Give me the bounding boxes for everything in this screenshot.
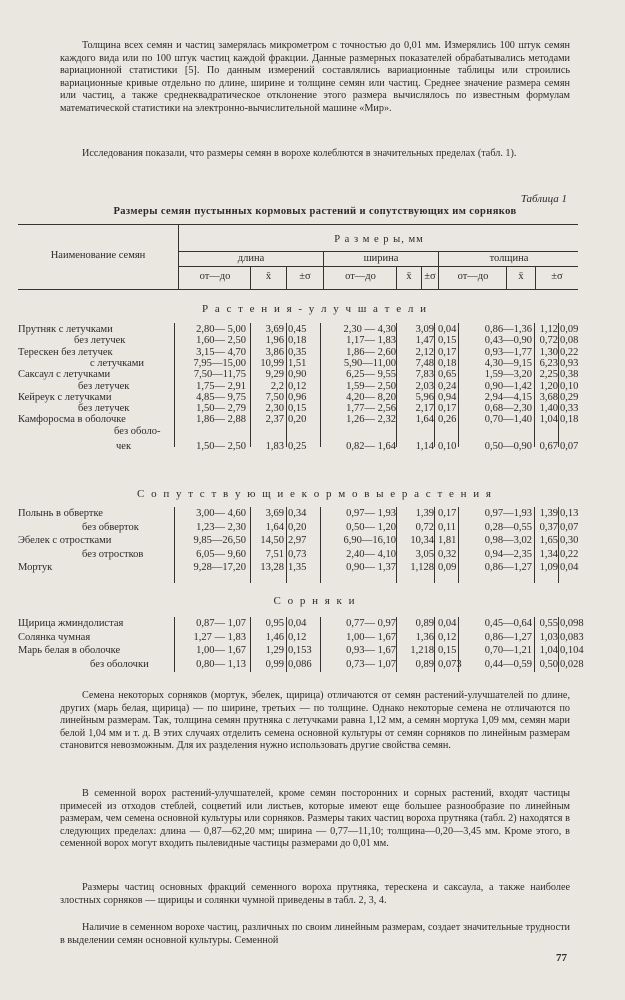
row-name: без оболо-	[114, 425, 161, 437]
cell-t: 0,68—2,30	[484, 403, 532, 415]
cell-t: 4,30—9,15	[484, 357, 532, 369]
cell-le: 0,90	[288, 369, 307, 381]
cell-we: 0,32	[438, 548, 457, 560]
row-name: Кейреук с летучками	[18, 391, 112, 403]
cell-w: 6,90—16,10	[343, 535, 396, 547]
cell-wx: 10,34	[410, 535, 434, 547]
table-row	[18, 507, 578, 520]
cell-we: 1,81	[438, 535, 457, 547]
cell-wx: 1,218	[410, 645, 434, 657]
table-row	[18, 425, 578, 438]
header-bottom-rule	[18, 289, 578, 290]
header-width: ширина	[363, 253, 399, 264]
header-sizes-rule	[178, 251, 578, 252]
cell-lx: 1,96	[265, 335, 284, 347]
body-paragraph-4: В семенной ворох растений-улучшателей, кроме семян посторонних и сорных растений, входят частицы примесей из отходов стеблей, соцветий или листьев, которые имеют еще большее разнообразие по линейным размерам, чем семена основной культуры или сорняков. Размеры таких частиц вороха прутняка (табл. 2) находятся в следующих пределах: длина — 0,87—62,20 мм; ширина — 0,77—11,10; толщина—0,20—3,45 мм. Кроме этого, в семенной ворох могут входить пылевидные частицы размерами до 0,01 мм.	[60, 788, 570, 850]
cell-l: 1,50— 2,79	[196, 403, 246, 415]
cell-lx: 3,69	[265, 508, 284, 519]
cell-le: 0,25	[288, 441, 307, 452]
table-caption: Таблица 1	[520, 193, 567, 205]
cell-t: 0,86—1,27	[484, 631, 532, 643]
cell-te: 0,08	[560, 335, 579, 347]
cell-le: 0,96	[288, 391, 307, 403]
cell-we: 0,65	[438, 369, 457, 381]
row-name: без летучек	[74, 335, 126, 347]
cell-we: 0,17	[438, 346, 457, 358]
cell-le: 0,73	[288, 548, 307, 560]
cell-le: 0,04	[288, 618, 307, 629]
cell-wx: 7,83	[415, 369, 434, 381]
cell-we: 0,073	[438, 659, 462, 671]
cell-we: 0,17	[438, 508, 457, 519]
row-name: Терескен без летучек	[18, 346, 113, 358]
cell-t: 0,44—0,59	[484, 659, 532, 671]
section-title-improvers: Р а с т е н и я - у л у ч ш а т е л и	[201, 303, 428, 315]
cell-l: 3,00— 4,60	[196, 508, 246, 519]
cell-wx: 0,72	[415, 521, 434, 533]
cell-te: 0,028	[560, 659, 584, 671]
row-name: Марь белая в оболочке	[18, 645, 121, 657]
cell-t: 1,59—3,20	[484, 369, 532, 381]
header-length-err: ±σ	[299, 271, 311, 282]
row-name: Солянка чумная	[18, 631, 91, 643]
cell-wx: 2,12	[415, 346, 434, 358]
cell-l: 7,95—15,00	[193, 357, 246, 369]
body-paragraph-3: Семена некоторых сорняков (мортук, эбелек, щирица) отличаются от семян растений-улучшателей по длине, других (марь белая, щирица) — по ширине, третьих — по толщине. Однако некоторые семена не отличаются по линейным размерам. Так, толщина семян прутняка с летучками равна 1,12 мм, а семян мортука 1,09 мм, семян мари белой 1,04 мм и т. д. В этих случаях отделить семена основной культуры от семян сорняков по линейным размерам становится невозможным. Для их разделения нужно использовать другие свойства семян.	[60, 690, 570, 752]
table-row	[18, 631, 584, 644]
table-title: Размеры семян пустынных кормовых растений и сопутствующих им сорняков	[113, 206, 517, 217]
cell-te: 0,07	[560, 441, 579, 452]
cell-t: 0,50—0,90	[484, 441, 532, 452]
cell-lx: 0,95	[265, 618, 284, 629]
cell-we: 0,12	[438, 631, 457, 643]
cell-le: 0,35	[288, 346, 307, 358]
cell-tx: 2,25	[539, 369, 558, 381]
cell-t: 0,98—3,02	[484, 535, 532, 547]
cell-tx: 1,34	[539, 548, 558, 560]
cell-tx: 1,04	[539, 645, 558, 657]
cell-we: 0,10	[438, 441, 457, 452]
cell-w: 1,77— 2,56	[346, 403, 396, 415]
cell-l: 7,50—11,75	[193, 369, 246, 381]
cell-wx: 2,17	[415, 403, 434, 415]
cell-w: 6,25— 9,55	[346, 369, 396, 381]
header-width-range: от—до	[345, 271, 376, 282]
cell-tx: 0,55	[539, 618, 558, 629]
row-name: без летучек	[78, 380, 130, 392]
cell-wx: 0,89	[415, 659, 434, 671]
cell-le: 0,20	[288, 521, 307, 533]
row-name: Полынь в обвертке	[18, 508, 103, 519]
cell-tx: 1,09	[539, 562, 558, 574]
cell-we: 0,04	[438, 618, 457, 629]
table-row	[18, 658, 584, 671]
cell-l: 1,75— 2,91	[196, 380, 246, 392]
cell-wx: 5,96	[415, 391, 434, 403]
cell-le: 1,51	[288, 357, 307, 369]
cell-wx: 3,05	[415, 548, 434, 560]
table-row	[18, 561, 578, 574]
header-thickness-mean: x̄	[518, 271, 524, 282]
cell-w: 1,00— 1,67	[346, 631, 396, 643]
row-name: Эбелек с отростками	[18, 535, 112, 547]
cell-l: 1,00— 1,67	[196, 645, 246, 657]
cell-te: 0,22	[560, 548, 579, 560]
cell-te: 0,07	[560, 521, 579, 533]
cell-t: 0,28—0,55	[484, 521, 532, 533]
cell-tx: 1,03	[539, 631, 558, 643]
row-name: без отростков	[82, 548, 144, 560]
cell-we: 0,17	[438, 403, 457, 415]
cell-w: 2,30 — 4,30	[343, 324, 396, 335]
cell-le: 0,34	[288, 508, 307, 519]
cell-wx: 1,39	[415, 508, 434, 519]
cell-tx: 1,12	[539, 324, 558, 335]
cell-w: 0,50— 1,20	[346, 521, 396, 533]
cell-tx: 3,68	[539, 391, 558, 403]
cell-le: 0,12	[288, 631, 307, 643]
cell-tx: 6,23	[539, 357, 558, 369]
cell-l: 2,80— 5,00	[196, 324, 246, 335]
cell-w: 5,90—11,00	[343, 357, 396, 369]
header-width-err: ±σ	[424, 271, 436, 282]
cell-t: 0,86—1,36	[484, 324, 532, 335]
cell-w: 0,93— 1,67	[346, 645, 396, 657]
cell-l: 0,80— 1,13	[196, 659, 246, 671]
cell-lx: 1,64	[265, 521, 284, 533]
cell-t: 0,86—1,27	[484, 562, 532, 574]
cell-t: 0,97—1,93	[484, 508, 532, 519]
header-thickness-err: ±σ	[551, 271, 563, 282]
cell-te: 0,104	[560, 645, 584, 657]
cell-l: 3,15— 4,70	[196, 346, 246, 358]
cell-te: 0,33	[560, 403, 579, 415]
cell-lx: 0,99	[265, 659, 284, 671]
cell-l: 1,23— 2,30	[196, 521, 246, 533]
cell-we: 0,11	[438, 521, 456, 533]
header-vrule-2	[323, 251, 324, 290]
cell-we: 0,15	[438, 335, 457, 347]
cell-te: 0,93	[560, 357, 579, 369]
cell-le: 0,153	[288, 645, 312, 657]
cell-lx: 3,86	[265, 346, 284, 358]
cell-lx: 2,2	[270, 380, 284, 392]
cell-le: 1,35	[288, 562, 307, 574]
cell-we: 0,24	[438, 380, 457, 392]
cell-t: 0,43—0,90	[484, 335, 532, 347]
header-length-range: от—до	[199, 271, 231, 282]
cell-l: 1,86— 2,88	[196, 414, 246, 426]
cell-l: 9,28—17,20	[193, 562, 246, 574]
header-sizes: Р а з м е р ы, мм	[334, 234, 424, 245]
cell-l: 1,50— 2,50	[196, 441, 246, 452]
cell-te: 0,13	[560, 508, 579, 519]
header-sub-rule	[178, 266, 578, 267]
cell-lx: 7,51	[265, 548, 284, 560]
cell-le: 0,20	[288, 414, 307, 426]
cell-lx: 1,83	[265, 441, 284, 452]
cell-lx: 9,29	[265, 369, 284, 381]
row-name: Мортук	[18, 562, 53, 574]
body-paragraph-5: Размеры частиц основных фракций семенного вороха прутняка, терескена и саксаула, а также наиболее злостных сорняков — щирицы и солянки чумной приведены в табл. 2, 3, 4.	[60, 882, 570, 906]
cell-we: 0,94	[438, 391, 457, 403]
cell-te: 0,22	[560, 346, 579, 358]
cell-w: 4,20— 8,20	[346, 391, 396, 403]
cell-t: 0,45—0,64	[484, 618, 532, 629]
cell-te: 0,083	[560, 631, 584, 643]
cell-t: 0,70—1,21	[484, 645, 532, 657]
cell-le: 0,45	[288, 324, 307, 335]
header-thickness-range: от—до	[457, 271, 489, 282]
cell-w: 2,40— 4,10	[346, 548, 396, 560]
row-name: Щирица жминдолистая	[18, 618, 124, 629]
cell-lx: 3,69	[265, 324, 284, 335]
cell-wx: 2,03	[415, 380, 434, 392]
cell-t: 0,93—1,77	[484, 346, 532, 358]
cell-we: 0,04	[438, 324, 457, 335]
header-vrule-3	[438, 251, 439, 290]
table-top-rule	[18, 224, 578, 225]
cell-te: 0,38	[560, 369, 579, 381]
intro-paragraph-2: Исследования показали, что размеры семян в ворохе колеблются в значительных пределах (табл. 1).	[82, 148, 517, 159]
table-row	[18, 521, 578, 534]
cell-le: 2,97	[288, 535, 307, 547]
page-number: 77	[556, 952, 567, 964]
intro-paragraph-1: Толщина всех семян и частиц замерялась микрометром с точностью до 0,01 мм. Измерялись 100 штук семян каждого вида или по 100 штук частиц каждой фракции. Данные размерных показателей обрабатывались методами вариационной статистики [5]. По данным измерений составлялись вариационные таблицы или строились вариационные кривые отдельно по длине, ширине и толщине семян или частиц. Среднее значение размера семян или частиц, а также среднеквадратическое отклонение этого размера вычислялось по известным формулам математической статистики на электронно-вычислительной машине «Мир».	[60, 40, 570, 114]
table-row	[18, 644, 584, 657]
cell-w: 0,82— 1,64	[346, 441, 396, 452]
header-vrule-1	[178, 224, 179, 290]
cell-l: 6,05— 9,60	[196, 548, 246, 560]
cell-le: 0,12	[288, 380, 307, 392]
cell-tx: 0,37	[539, 521, 558, 533]
cell-w: 1,59— 2,50	[346, 380, 396, 392]
cell-l: 4,85— 9,75	[196, 391, 246, 403]
table-row	[18, 617, 584, 630]
cell-tx: 1,39	[539, 508, 558, 519]
cell-we: 0,15	[438, 645, 457, 657]
cell-tx: 1,30	[539, 346, 558, 358]
section-title-weeds: С о р н я к и	[273, 595, 357, 607]
table-row	[18, 534, 578, 547]
cell-lx: 13,28	[260, 562, 284, 574]
cell-le: 0,15	[288, 403, 307, 415]
row-name: с летучками	[90, 357, 145, 369]
cell-w: 0,73— 1,07	[346, 659, 396, 671]
cell-wx: 1,47	[415, 335, 434, 347]
cell-le: 0,086	[288, 659, 312, 671]
cell-te: 0,18	[560, 414, 579, 426]
header-width-mean: x̄	[406, 271, 412, 282]
cell-lx: 14,50	[260, 535, 284, 547]
cell-lx: 2,30	[265, 403, 284, 415]
cell-wx: 0,89	[415, 618, 434, 629]
cell-wx: 1,36	[415, 631, 434, 643]
cell-we: 0,26	[438, 414, 457, 426]
cell-t: 0,70—1,40	[484, 414, 532, 426]
cell-t: 0,90—1,42	[484, 380, 532, 392]
header-name-col: Наименование семян	[50, 250, 146, 261]
cell-tx: 0,67	[539, 441, 558, 452]
cell-wx: 1,128	[410, 562, 434, 574]
cell-tx: 1,04	[539, 414, 558, 426]
cell-w: 1,26— 2,32	[346, 414, 396, 426]
cell-te: 0,09	[560, 324, 579, 335]
cell-l: 1,60— 2,50	[196, 335, 246, 347]
cell-l: 0,87— 1,07	[196, 618, 246, 629]
cell-tx: 1,65	[539, 535, 558, 547]
header-length: длина	[237, 253, 265, 264]
cell-w: 1,86— 2,60	[346, 346, 396, 358]
cell-lx: 1,46	[265, 631, 284, 643]
cell-we: 0,09	[438, 562, 457, 574]
cell-lx: 2,37	[265, 414, 284, 426]
cell-w: 1,17— 1,83	[346, 335, 396, 347]
cell-te: 0,098	[560, 618, 584, 629]
cell-we: 0,18	[438, 357, 457, 369]
cell-tx: 1,40	[539, 403, 558, 415]
row-name: без оболочки	[90, 659, 149, 671]
table-row	[18, 548, 578, 561]
row-name: Прутняк с летучками	[18, 324, 113, 335]
row-name: без летучек	[78, 403, 130, 415]
cell-tx: 0,50	[539, 659, 558, 671]
header-length-mean: x̄	[265, 271, 272, 282]
cell-te: 0,04	[560, 562, 579, 574]
row-name: без обверток	[82, 521, 139, 533]
cell-w: 0,97— 1,93	[346, 508, 396, 519]
section-title-forage: С о п у т с т в у ю щ и е к о р м о в ы е р а с т е н и я	[137, 488, 493, 500]
row-name: Саксаул с летучками	[18, 369, 111, 381]
cell-t: 2,94—4,15	[484, 391, 532, 403]
cell-t: 0,94—2,35	[484, 548, 532, 560]
cell-lx: 10,99	[260, 357, 284, 369]
cell-le: 0,18	[288, 335, 307, 347]
cell-w: 0,90— 1,37	[346, 562, 396, 574]
cell-wx: 7,48	[415, 357, 434, 369]
cell-l: 1,27 — 1,83	[193, 631, 246, 643]
cell-te: 0,30	[560, 535, 579, 547]
cell-tx: 0,72	[539, 335, 558, 347]
header-thickness: толщина	[489, 253, 529, 264]
cell-lx: 1,29	[265, 645, 284, 657]
cell-wx: 3,09	[415, 324, 434, 335]
cell-tx: 1,20	[539, 380, 558, 392]
cell-wx: 1,64	[415, 414, 434, 426]
cell-lx: 7,50	[265, 391, 284, 403]
row-name: чек	[116, 441, 132, 452]
table-row	[18, 440, 578, 453]
cell-te: 0,29	[560, 391, 579, 403]
cell-w: 0,77— 0,97	[346, 618, 396, 629]
cell-wx: 1,14	[415, 441, 434, 452]
row-name: Камфоросма в оболочке	[18, 414, 126, 426]
cell-te: 0,10	[560, 380, 579, 392]
body-paragraph-6: Наличие в семенном ворохе частиц, различных по своим линейным размерам, создает значительные трудности в выделении семян основной культуры. Семенной	[60, 922, 570, 946]
cell-l: 9,85—26,50	[193, 535, 246, 547]
